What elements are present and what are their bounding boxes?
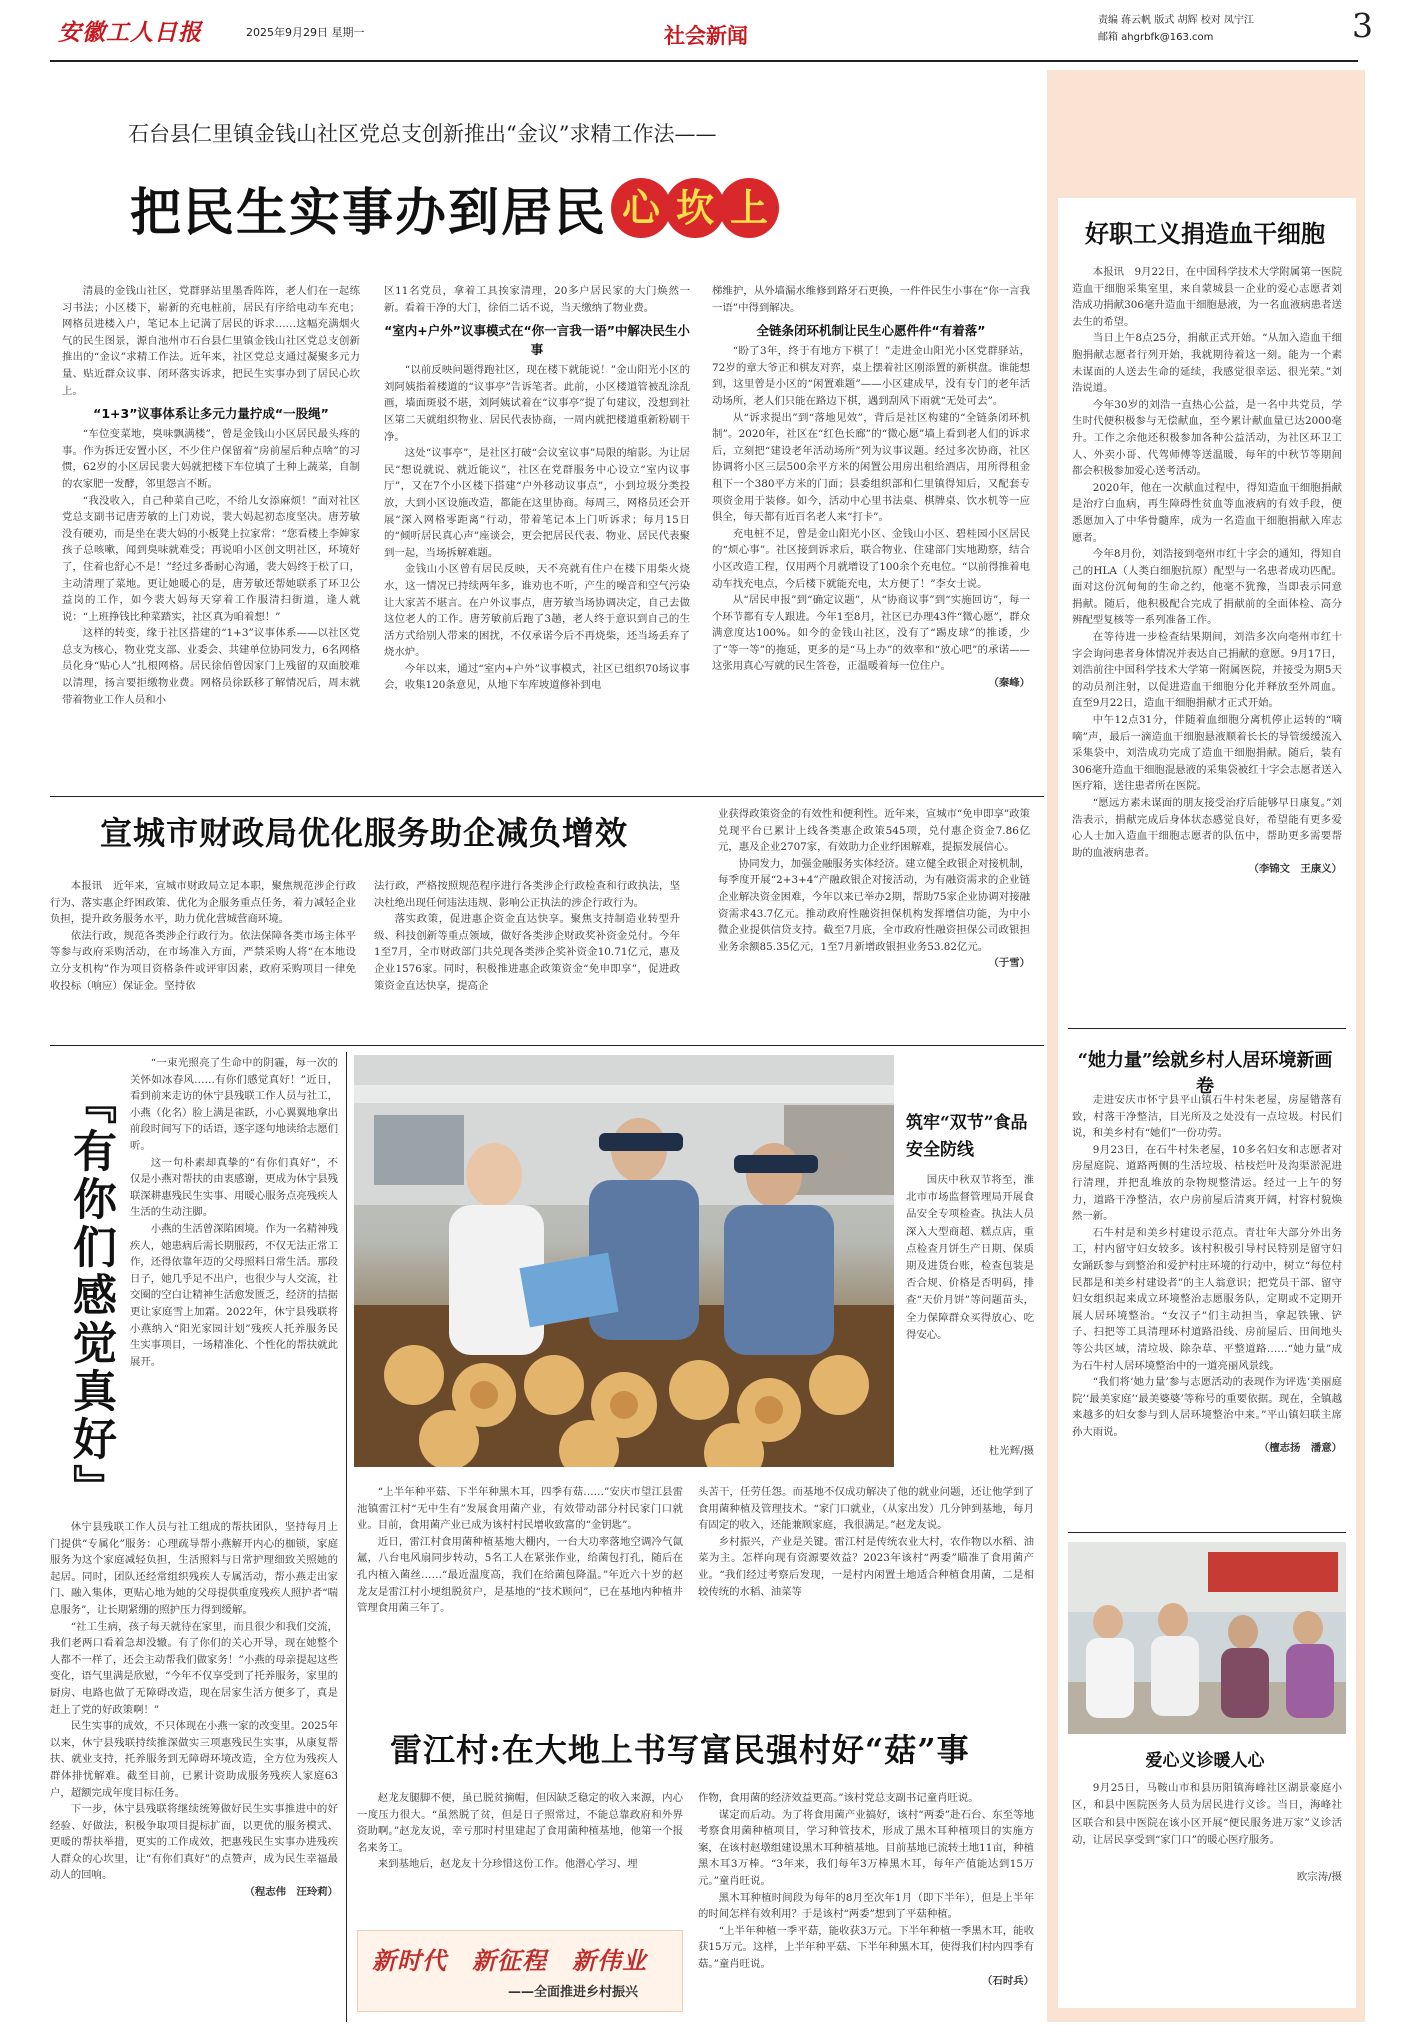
leijiang-column-2: 头苦干，任劳任怨。而基地不仅成功解决了他的就业问题，还让他学到了食用菌种植及管理技术。“家门口就业，（从家出发）几分钟到基地，每月有固定的收入，还能兼顾家庭，我很满足。”赵龙友说。 乡村振兴，产业是关键。雷江村是传统农业大村，农作物以水稻、油菜为主。怎样向现有资源要效益？2023年该村“两委”瞄准了食用菌产业。“我们经过考察后发现，一是村内闲置土地适合种植食用菌，二是相较传统的水稻、油菜等 [698,1486,1034,1598]
editors-credit: 责编 蒋云帆 版式 胡辉 校对 凤宁江 [1098,15,1254,26]
byline: （于雪） [988,957,1030,970]
clinic-scene-illustration [1068,1542,1346,1734]
xuancheng-bottom-rule [50,1045,1044,1046]
paper-name: 安徽工人日报 [58,19,202,46]
section-name: 社会新闻 [664,24,748,48]
kan-char: 坎 [665,178,725,238]
lead-title-main: 把民生实事办到居民 [130,183,608,243]
byline: （秦峰） [988,677,1030,690]
inspection-scene-illustration [354,1055,894,1467]
contact-email: 邮箱 ahgrbfk@163.com [1098,32,1214,43]
photo-caption: 国庆中秋双节将至，淮北市市场监督管理局开展食品安全专项检查。执法人员深入大型商超、糕点店，重点检查月饼生产日期、保质期及进货台账，检查包装是否合规、价格是否明码，排查“天价月饼”等问题苗头，全力保障群众买得放心、吃得安心。 [906,1174,1034,1341]
rural-revitalization-banner [357,1930,683,2012]
leijiang-column-3: 赵龙友腿脚不便，虽已脱贫摘帽，但因缺乏稳定的收入来源，内心一度压力很大。“虽然脱了贫，但是日子照常过，不能总靠政府和外界资助啊。”赵龙友说，幸亏那时村里建起了食用菌种植基地，他第一个报名来务工。 来到基地后，赵龙友十分珍惜这份工作。他潜心学习、埋 [357,1792,683,1871]
lead-bottom-rule [50,796,1044,797]
xuancheng-headline: 宣城市财政局优化服务助企减负增效 [100,814,629,852]
banner-slogan: 新时代 新征程 新伟业 [372,1946,647,1975]
lead-column-1: 清晨的金钱山社区，党群驿站里墨香阵阵，老人们在一起练习书法；小区楼下，崭新的充电桩前，居民有序给电动车充电；网格员进楼入户，笔记本上记满了居民的诉求……这幅充满烟火气的民生图景，源自池州市石台县仁里镇金钱山社区党总支创新推出的“金议”求精工作法。近年来，社区党总支通过凝聚多元力量、贴近群众议事、闭环落实诉求，把民生实事办到了居民心坎上。 “1+3”议事体系让多元力量拧成“一股绳” “车位变菜地，臭味飘满楼”，曾是金钱山小区居民最头疼的事。作为拆迁安置小区，不少住户保留着“房前屋后种点啥”的习惯，62岁的小区居民裴大妈就把楼下车位填了土种上蔬菜，自制的农家肥一发酵，邻里怨言不断。 “我没收入，自己种菜自己吃，不给儿女添麻烦！”面对社区党总支副书记唐芳敏的上门劝说，裴大妈起初态度坚决。唐芳敏没有硬劝，而是坐在裴大妈的小板凳上拉家常：“您看楼上李婶家孩子总咳嗽，闻到臭味就难受；再说咱小区创文明社区，环境好了，住着也舒心不是！”经过多番耐心沟通，裴大妈终于松了口，主动清理了菜地。更让她暖心的是，唐芳敏还帮她联系了环卫公益岗的工作，如今裴大妈每天穿着工作服清扫街道，逢人就说：“上班挣钱比种菜踏实，社区真为咱着想！” 这样的转变，缘于社区搭建的“1+3”议事体系——以社区党总支为核心，物业党支部、业委会、共建单位协同发力，6名网格员化身“贴心人”扎根网格。居民徐佰曾因家门上残留的双面胶难以清理，扬言要拒缴物业费。网格员徐跃移了解情况后，周末就带着物业工作人员和小 [62,285,360,706]
byline: （程志伟 汪玲莉） [244,1886,338,1899]
byline: （李锦文 王康义） [1248,863,1342,876]
masthead-rule [50,60,1358,62]
column-divider [346,1052,347,2022]
lead-column-2: 区11名党员，拿着工具挨家清理，20多户居民家的大门焕然一新。看着干净的大门，徐佰二话不说，当天缴纳了物业费。 “室内+户外”议事模式在“你一言我一语”中解决民生小事 “以前反映问题得跑社区，现在楼下就能说！”金山阳光小区的刘阿姨指着楼道的“议事亭”告诉笔者。此前，小区楼道管被乱涂乱画，墙面斑驳不堪，刘阿姨试着在“议事亭”提了句建议，没想到社区第二天就组织物业、居民代表协商，一周内就把楼道重新粉刷干净。 这处“议事亭”，是社区打破“会议室议事”局限的缩影。为让居民“想说就说、就近能议”，社区在党群服务中心设立“室内议事厅”，又在7个小区楼下搭建“户外移动议事点”，小到垃圾分类投放，大到小区设施改造，都能在这里协商。每周三，网格员还会开展“深入网格零距离”行动，带着笔记本上门听诉求；每月15日的“倾听居民真心声”座谈会，更会把居民代表、物业、居民代表聚到一起，当场拆解难题。 金钱山小区曾有居民反映，天不亮就有住户在楼下用柴火烧水，这一情况已持续两年多，谁劝也不听，产生的噪音和空气污染让大家苦不堪言。在户外议事点，唐芳敏当场协调决定，自己去做这位老人的工作。唐芳敏前后跑了3趟，老人终于意识到自己的生活方式给别人带来的困扰，不仅承诺今后不再烧柴，还当场丢弃了烧水炉。 今年以来，通过“室内+户外”议事模式，社区已组织70场议事会，收集120条意见，从地下车库坡道修补到电 [384,285,690,692]
clinic-credit: 欧宗涛/摄 [1296,1871,1342,1883]
masthead [0,0,1413,62]
food-safety-photo [354,1055,894,1467]
blood-body: 本报讯 9月22日，在中国科学技术大学附属第一医院造血干细胞采集室里，来自蒙城县一企业的爱心志愿者刘浩成功捐献306毫升造血干细胞悬液，为一名血液病患者送去生的希望。 当日上午8点25分，捐献正式开始。“从加入造血干细胞捐献志愿者行列开始，我就期待着这一刻。能为一个素未谋面的人送去生命的延续，我感觉很幸运、很光荣。”刘浩说道。 今年30岁的刘浩一直热心公益，是一名中共党员，学生时代便积极参与无偿献血，至今累计献血量已达2000毫升。工作之余他还积极参加各种公益活动，为社区环卫工人、外卖小哥、代驾师傅等送温暖，每年的中秋节等期间都会积极参加爱心送考活动。 2020年，他在一次献血过程中，得知造血干细胞捐献是治疗白血病，再生障碍性贫血等血液病的有效手段，便悉愿加入了中华骨髓库，成为一名造血干细胞捐献入库志愿者。 今年8月份，刘浩接到亳州市红十字会的通知，得知自己的HLA（人类白细胞抗原）配型与一名患者成功匹配。面对这份沉甸甸的生命之约，他毫不犹豫，当即表示同意捐献。随后，他积极配合完成了捐献前的全面体检、高分辨配型复核等一系列准备工作。 在等待进一步检查结果期间，刘浩多次向亳州市红十字会询问患者身体情况并表达自己捐献的意愿。9月17日，刘浩前往中国科学技术大学第一附属医院，并接受为期5天的动员剂注射，以促进造血干细胞分化并释放至外周血。直至9月22日，造血干细胞捐献才正式开始。 中午12点31分，伴随着血细胞分离机停止运转的“嘀嘀”声，最后一滴造血干细胞悬液顺着长长的导管缓缓流入采集袋中，刘浩成功完成了造血干细胞捐献。随后，装有306毫升造血干细胞混悬液的采集袋被红十字会志愿者送入医疗箱，送往患者所在医院。 “愿远方素未谋面的朋友接受治疗后能够早日康复。”刘浩表示，捐献完成后身体状态感觉良好，希望能有更多爱心人士加入造血干细胞志愿者的队伍中，帮助更多需要帮助的血液病患者。 （李锦文 王康义） [1072,264,1342,1120]
tali-headline: “她力量”绘就乡村人居环境新画卷 [1077,1050,1333,1097]
leijiang-column-1: “上半年种平菇、下半年种黑木耳，四季有菇……”安庆市望江县雷池镇雷江村“无中生有”发展食用菌产业，有效带动部分村民家门口就业。目前，食用菌产业已成为该村村民增收致富的“金钥匙”。 近日，雷江村食用菌种植基地大棚内，一台大功率落地空调冷气氤氲，八台电风扇同步转动，5名工人在紧张作业，给菌包打孔，随后在孔内植入菌丝……“最近温度高，我们在给菌包降温。”年近六十岁的赵龙友是雷江村小埂组脱贫户，是基地的“技术顾问”，已在基地内种植井管理食用菌三年了。 [357,1486,683,1615]
heart-char: 心 [611,178,671,238]
blood-headline: 好职工义捐造血干细胞 [1085,219,1325,248]
sidebar-divider [1068,1532,1346,1533]
photo-headline: 筑牢“双节”食品安全防线 [906,1113,1028,1160]
clinic-caption: 9月25日，马鞍山市和县历阳镇海峰社区湖景豪庭小区，和县中医院医务人员为居民进行义诊。当日，海峰社区联合和县中医院在该小区开展“便民服务进万家”义诊活动，让居民享受到“家门口”的暖心医疗服务。 [1072,1782,1342,1847]
ni-vertical-headline: 『有你们感觉真好』 [65,1080,116,1512]
leijiang-column-4: 作物，食用菌的经济效益更高。”该村党总支副书记童肖旺说。 谋定而后动。为了将食用菌产业搞好，该村“两委”赴石台、东至等地考察食用菌种植项目，学习种管技术，形成了黑木耳种植项目的实施方案，在该村赵墩组建设黑木耳种植基地。目前基地已流转土地11亩，种植黑木耳3万棒。“3年来，我们每年3万棒黑木耳，每年产值能达到15万元。”童肖旺说。 黑木耳种植时间段为每年的8月至次年1月（即下半年），但是上半年的时间怎样有效利用？于是该村“两委”想到了平菇种植。 “上半年种植一季平菇，能收获3万元。下半年种植一季黑木耳，能收获15万元。这样，上半年种平菇、下半年种黑木耳，使得我们村内四季有菇。”童肖旺说。 （石时兵） [698,1790,1034,2022]
ni-column-upper: “一束光照亮了生命中的阴霾，每一次的关怀如冰春风……有你们感觉真好！”近日，看到前来走访的休宁县残联工作人员与社工，小燕（化名）脸上满是雀跃，小心翼翼地拿出前段时间写下的话语，逐字逐句地读给志愿们听。 这一句朴素却真挚的“有你们真好”，不仅是小燕对帮扶的由衷感谢，更成为休宁县残联深耕惠残民生实事、用暖心服务点亮残疾人生活的生动注脚。 小燕的生活曾深陷困境。作为一名精神残疾人，她患病后需长期服药，不仅无法正常工作，还得依靠年迈的父母照料日常生活。那段日子，她几乎足不出户，也很少与人交流，社交圈的空白让精神生活愈发匮乏，经济的拮据更让家庭雪上加霜。2022年，休宁县残联将小燕纳入“阳光家园计划”残疾人托养服务民生实事项目，一场精准化、个性化的帮扶就此展开。 [130,1057,338,1368]
xuancheng-column-3: 业获得政策资金的有效性和便利性。近年来，宣城市“免申即享”政策兑现平台已累计上线各类惠企政策545项，兑付惠企资金7.86亿元，惠及企业2707家，有效助力企业纾困解难，提振发展信心。 协同发力，加强金融服务实体经济。建立健全政银企对接机制，每季度开展“2+3+4”产融政银企对接活动，为有融资需求的企业链企业解决资金困难，今年以来已举办2期，帮助75家企业协调对接融资需求43.7亿元。推动政府性融资担保机构发挥增信功能，为中小微企业提供信贷支持。截至7月底，全市政府性融资担保公司政银担业务余额85.35亿元，1至7月新增政银担业务53.82亿元。 （于雪） [718,806,1030,1034]
xuancheng-column-2: 法行政，严格按照规范程序进行各类涉企行政检查和行政执法，坚决杜绝出现任何违法违规、影响公正执法的涉企行政行为。 落实政策，促进惠企资金直达快享。聚焦支持制造业转型升级、科技创新等重点领域，做好各类涉企财政奖补资金兑付。今年1至7月，全市财政部门共兑现各类涉企奖补资金10.71亿元，惠及企业1576家。同时，积极推进惠企政策资金“免申即享”，促进政策资金直达快享，提高企 [374,880,680,992]
shang-char: 上 [719,178,779,238]
banner-subtitle: ——全面推进乡村振兴 [508,1985,639,2000]
ni-column-lower: 休宁县残联工作人员与社工组成的帮扶团队，坚持每月上门提供“专属化”服务：心理疏导帮小燕解开内心的枷锁，家庭服务为这个家庭减轻负担，生活照料与日常护理细致关照她的起居。同时，团队还经常组织残疾人专属活动，帮小燕走出家门、融入集体，更贴心地为她的父母提供重度残疾人照护者“喘息服务”，让长期紧绷的照护压力得到缓解。 “社工生病，孩子每天就待在家里，而且很少和我们交流，我们老两口看着急却没辙。有了你们的关心开导，现在她整个人都不一样了，还会主动帮我们做家务！”小燕的母亲提起这些变化，语气里满是欣慰，“今年不仅享受到了托养服务，家里的厨房、电路也做了无障碍改造，现在居家生活方便多了，真是赶上了党的好政策啊！” 民生实事的成效，不只体现在小燕一家的改变里。2025年以来，休宁县残联持续推深做实三项惠残民生实事，从康复帮扶、就业支持，托养服务到无障碍环境改造，全方位为残疾人群体排忧解难。截至目前，已累计资助成服务残疾人家庭63户，超额完成年度目标任务。 下一步，休宁县残联将继续统筹做好民生实事推进中的好经验、好做法，积极争取项目提标扩面，以更优的服务模式、更暖的帮扶举措，更实的工作成效，把惠残民生实事办进残疾人群众的心坎里，让“有你们真好”的点赞声，成为民生幸福最动人的回响。 （程志伟 汪玲莉） [50,1519,338,2019]
leijiang-headline: 雷江村:在大地上书写富民强村好“菇”事 [390,1731,970,1769]
subhead: 全链条闭环机制让民生心愿件件“有着落” [756,323,986,339]
lead-column-3: 梯维护，从外墙漏水维修到路牙石更换，一件件民生小事在“你一言我一语”中得到解决。 全链条闭环机制让民生心愿件件“有着落” “盼了3年，终于有地方下棋了！”走进金山阳光小区党群驿站，72岁的章大爷正和棋友对弈，桌上摆着社区刚添置的新棋盘。谁能想到，这里曾是小区的“闲置难题”——小区建成早，没有专门的老年活动场所，老人们只能在路边下棋，遇到刮风下雨就“无处可去”。 从“诉求提出”到“落地见效”，背后是社区构建的“全链条闭环机制”。2020年，社区在“红色长廊”的“微心愿”墙上看到老人们的诉求后，立刻把“建设老年活动场所”列为议事议题。经过多次协商，社区协调将小区三层500余平方米的闲置公用房出租给酒店，用所得租金租下一个380平方米的门面；县委组织部和仁里镇得知后，又配套专项资金用于装修。如今，活动中心里书法桌、棋牌桌、饮水机等一应俱全，每天都有近百名老人来“打卡”。 充电桩不足，曾是金山阳光小区、金钱山小区、碧桂园小区居民的“烦心事”。社区接到诉求后，联合物业、住建部门实地勘察，结合小区改造工程，仅用两个月就增设了100余个充电位。“以前得推着电动车找充电点，今后楼下就能充电，太方便了！”李女士说。 从“居民申报”到“确定议题”，从“协商议事”到“实施回访”，每一个环节都有专人跟进。今年1至8月，社区已办理43件“微心愿”，群众满意度达100%。如今的金钱山社区，没有了“踢皮球”的推诿，少了“等一等”的拖延，更多的是“马上办”的效率和“放心吧”的承诺——这张用真心写就的民生答卷，正温暖着每一位住户。 （秦峰） [712,283,1030,785]
subhead: “室内+户外”议事模式在“你一言我一语”中解决民生小事 [384,323,690,358]
subhead: “1+3”议事体系让多元力量拧成“一股绳” [93,406,329,422]
clinic-headline: 爱心义诊暖人心 [1145,1751,1265,1771]
lead-kicker: 石台县仁里镇金钱山社区党总支创新推出“金议”求精工作法—— [128,122,717,146]
clinic-photo [1068,1542,1346,1734]
byline: （檀志扬 潘意） [1258,1442,1342,1455]
photo-credit: 杜光辉/摄 [988,1445,1034,1457]
byline: （石时兵） [982,1974,1034,1987]
tali-body: 走进安庆市怀宁县平山镇石牛村朱老屋，房屋错落有致，村落干净整洁，目光所及之处没有一点垃圾。村民们说，和美乡村有“她们”一份功劳。 9月23日，在石牛村朱老屋，10多名妇女和志愿者对房屋庭院、道路两侧的生活垃圾、枯枝烂叶及沟渠淤泥进行清理，并把乱堆放的杂物规整清运。经过一上午的努力，道路干净整洁，农户房前屋后清爽开阔，村容村貌焕然一新。 石牛村是和美乡村建设示范点。青壮年大部分外出务工，村内留守妇女较多。该村积极引导村民特别是留守妇女踊跃参与到整治和爱护村庄环境的行动中，树立“每位村民都是和美乡村建设者”的主人翁意识；把党员干部、留守妇女组织起来成立环境整治志愿服务队，定期或不定期开展人居环境整治。“女汉子”们主动担当，拿起铁锹、铲子、扫把等工具清理环村道路沿线、房前屋后、田间地头等公共区域，清垃圾、除杂草、平整道路……“她力量”成为石牛村人居环境整治中的一道亮丽风景线。 “我们将‘她力量’参与志愿活动的表现作为评选‘美丽庭院’‘最美家庭’‘最美婆婆’等称号的重要依据。现在，全镇越来越多的妇女参与到人居环境整治中来。”平山镇妇联主席孙大雨说。 （檀志扬 潘意） [1072,1092,1342,1522]
sidebar-divider [1068,1028,1346,1029]
lead-headline [130,172,779,244]
page-number: 3 [1352,6,1373,45]
xuancheng-column-1: 本报讯 近年来，宣城市财政局立足本职，聚焦规范涉企行政行为、落实惠企纾困政策、优化为企服务重点任务，着力减轻企业负担，提升政务服务水平，助力优化营城营商环境。 依法行政，规范各类涉企行政行为。依法保障各类市场主体平等参与政府采购活动，在市场准入方面，严禁采购人将“在本地设立分支机构”作为项目资格条件或评审因素，政府采购项目一律免收投标（响应）保证金。坚持依 [50,880,356,992]
issue-date: 2025年9月29日 星期一 [246,26,365,39]
